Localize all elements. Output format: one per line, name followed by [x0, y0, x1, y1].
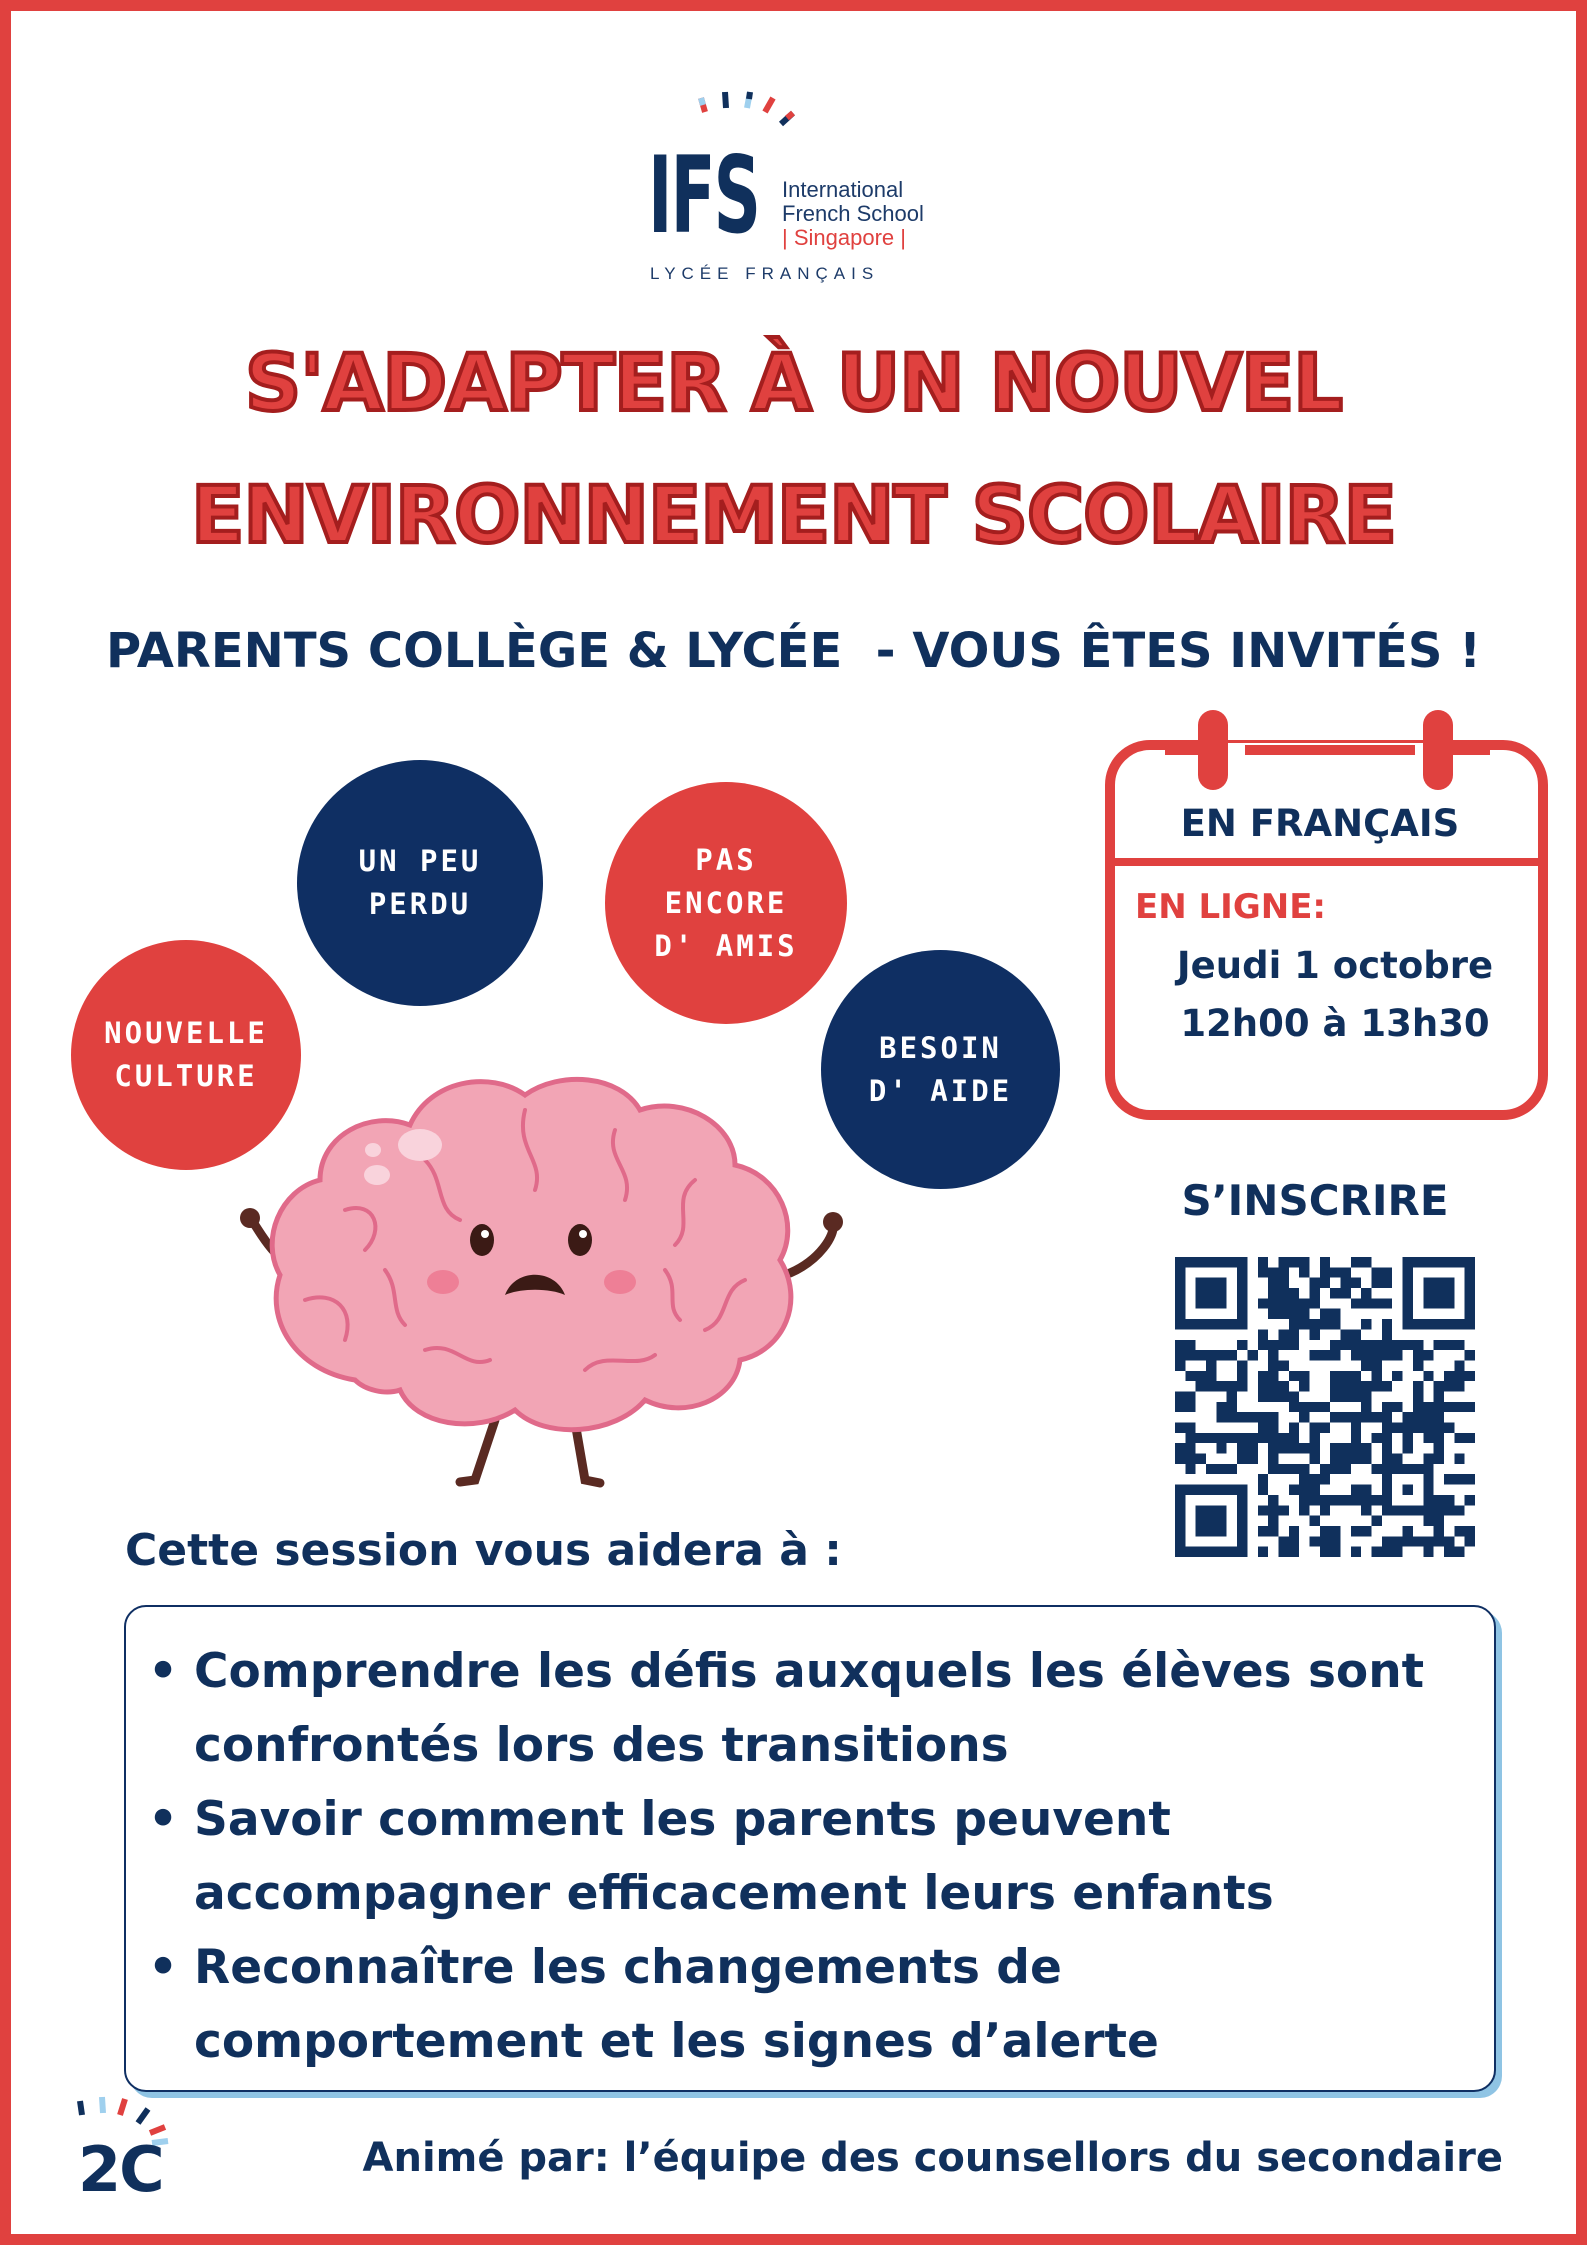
bubble-aide: BESOIN D' AIDE: [821, 950, 1060, 1189]
list-item: • Reconnaître les changements de comportement et les signes d’alerte: [194, 1931, 1464, 2079]
list-item: • Comprendre les défis auxquels les élèves sont confrontés lors des transitions: [194, 1635, 1464, 1783]
logo-school-name: International French School | Singapore |: [782, 177, 924, 250]
footer-badge: 2C: [78, 2133, 163, 2206]
calendar-mode: EN LIGNE:: [1135, 887, 1327, 927]
calendar-datetime: Jeudi 1 octobre 12h00 à 13h30: [1176, 944, 1494, 1045]
session-intro: Cette session vous aidera à :: [125, 1525, 842, 1576]
register-label: S’INSCRIRE: [1181, 1176, 1449, 1225]
brain-mascot-icon: [225, 1050, 865, 1500]
session-points-box: [124, 1605, 1496, 2092]
footer-credit: Animé par: l’équipe des counsellors du secondaire: [362, 2135, 1503, 2181]
calendar-language: EN FRANÇAIS: [1180, 802, 1460, 845]
bubble-culture: NOUVELLE CULTURE: [71, 940, 301, 1170]
list-item: • Savoir comment les parents peuvent accompagner efficacement leurs enfants: [194, 1783, 1464, 1931]
counsellors-logo: [70, 2093, 200, 2213]
bubble-perdu: UN PEU PERDU: [297, 760, 543, 1006]
session-points-list: [126, 1607, 1494, 2079]
qr-code-icon[interactable]: [1175, 1257, 1475, 1557]
logo-letters: IFS: [648, 134, 760, 257]
logo-tagline: LYCÉE FRANÇAIS: [650, 264, 880, 283]
bubble-amis: PAS ENCORE D' AMIS: [605, 782, 847, 1024]
page-title: S'ADAPTER À UN NOUVEL ENVIRONNEMENT SCOLAIRE: [191, 339, 1396, 561]
ifs-logo: [640, 88, 960, 288]
invitation-heading: PARENTS COLLÈGE & LYCÉE - VOUS ÊTES INVITÉS !: [105, 623, 1482, 679]
